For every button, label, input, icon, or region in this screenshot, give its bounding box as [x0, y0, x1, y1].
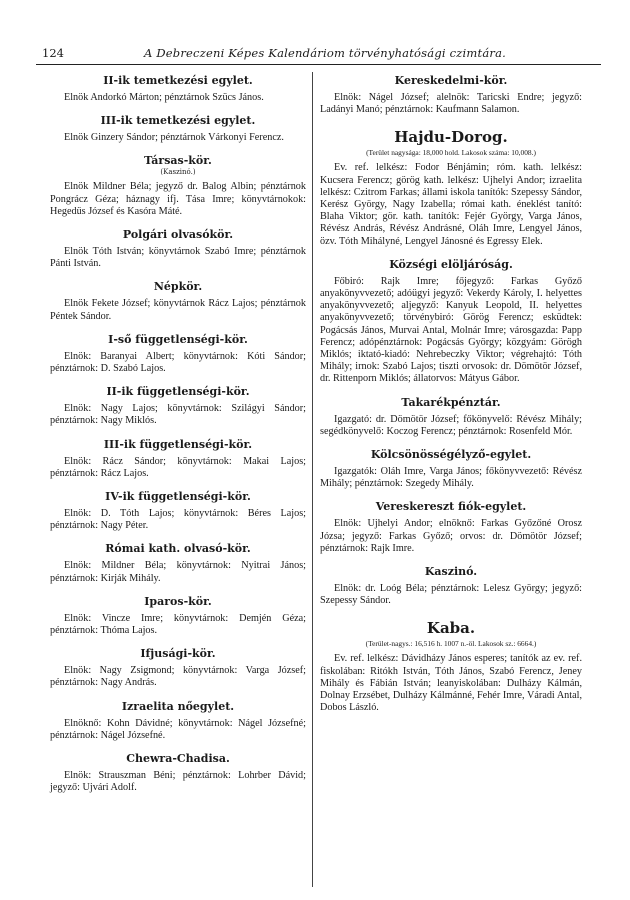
page-header — [36, 44, 601, 65]
section-heading: Kaszinó. — [424, 565, 478, 579]
section-text: Elnök: Strauszman Béni; pénztárnok: Lohrber Dávid; jegyző: Ujvári Adolf. — [50, 770, 306, 794]
section-heading: Társas-kör. — [144, 154, 212, 168]
left-column — [50, 74, 306, 794]
section-text: Elnöknő: Kohn Dávidné; könyvtárnok: Nágel Józsefné; pénztárnok: Nágel Józsefné. — [50, 717, 306, 741]
column-divider — [312, 72, 313, 887]
section-heading: II-ik függetlenségi-kör. — [106, 385, 250, 399]
section — [320, 448, 582, 490]
section — [50, 228, 306, 270]
section — [320, 74, 582, 116]
section-text: Elnök: Rácz Sándor; könyvtárnok: Makai Lajos; pénztárnok: Rácz Lajos. — [50, 455, 306, 479]
running-title: A Debreczeni Képes Kalendáriom törvényhatósági czimtára. — [144, 46, 507, 60]
section-heading: Kölcsönösségélyző-egylet. — [370, 448, 532, 462]
section-text: Elnök Andorkó Márton; pénztárnok Szücs János. — [64, 92, 264, 103]
section-heading: I-ső függetlenségi-kör. — [108, 332, 248, 346]
section-heading: Izraelita nőegylet. — [121, 699, 235, 713]
page-number: 124 — [42, 46, 64, 60]
section — [320, 500, 582, 555]
section — [50, 114, 306, 144]
town-section-hajdudorog — [320, 128, 582, 247]
section-text: Elnök: D. Tóth Lajos; könyvtárnok: Béres Lajos; pénztárnok: Nagy Péter. — [50, 508, 306, 532]
section-heading: Községi elöljáróság. — [389, 257, 513, 271]
section — [50, 74, 306, 104]
town-area: (Terület-nagys.: 16,516 h. 1007 n.-öl. Lakosok sz.: 6664.) — [365, 639, 537, 649]
section-heading: III-ik temetkezési egylet. — [100, 114, 256, 128]
section — [320, 258, 582, 386]
section — [50, 647, 306, 689]
section-text: Elnök: Nágel József; alelnök: Taricski Endre; jegyző: Ladányi Manó; pénztárnok: Kaufmann Salamon. — [320, 92, 582, 116]
section-heading: IV-ik függetlenségi-kör. — [105, 490, 251, 504]
section — [320, 396, 582, 438]
section-heading: Népkör. — [153, 280, 203, 294]
section — [50, 385, 306, 427]
section — [50, 333, 306, 375]
section-heading: Iparos-kör. — [144, 594, 212, 608]
section — [50, 490, 306, 532]
section-text: Elnök Ginzery Sándor; pénztárnok Várkonyi Ferencz. — [64, 132, 284, 144]
section-text: Elnök: Baranyai Albert; könyvtárnok: Kóti Sándor; pénztárnok: D. Szabó Lajos. — [50, 350, 306, 375]
section-text: Elnök: Vincze Imre; könyvtárnok: Demjén Géza; pénztárnok: Thóma Lajos. — [50, 612, 306, 637]
section-heading: Ifjusági-kör. — [140, 647, 216, 661]
section-heading: Polgári olvasókör. — [122, 228, 234, 242]
town-area: (Terület nagysága: 18,000 hold. Lakosok száma: 10,008.) — [366, 148, 536, 158]
section — [50, 438, 306, 480]
section-text: Főbiró: Rajk Imre; főjegyző: Farkas Győző anyakönyvvezető; adóügyi jegyző: Vekerdy Károly, I. helyettes anyakönyvvezető; aljegyző: Kanyuk Leopold, II. helyettes anyakönyvvezető; törvénybiró: Görög Ferencz; esküdtek: Pogácsás János, Murvai Antal, Molnár Imre; városgazda: Papp Ferencz; adópénztárnok: Pogácsás György; közgyám: Görögh Miklós; iktató-kiadó: Nehrebeczky Viktor; végrehajtó: Tóth Mihály; irnok: Szabó Lajos; tiszti orvosok: dr. Dömötör József, dr. Rittenporn Miklós; állatorvos: Mátyus Gábor. — [320, 275, 582, 385]
town-section-kaba — [320, 619, 582, 714]
section-heading: Takarékpénztár. — [401, 395, 501, 409]
section-heading: Római kath. olvasó-kör. — [105, 542, 251, 556]
section-text: Igazgató: dr. Dömötör József; főkönyvelő: Révész Mihály; segédkönyvelő: Koczog Ferencz; pénztárnok: Rosenfeld Mór. — [320, 413, 582, 437]
section — [50, 280, 306, 322]
section-heading: II-ik temetkezési egylet. — [103, 74, 253, 87]
town-title: Kaba. — [426, 619, 476, 638]
section-heading: Chewra-Chadisa. — [126, 752, 230, 766]
section-text: Elnök: Nagy Lajos; könyvtárnok: Szilágyi Sándor; pénztárnok: Nagy Miklós. — [50, 403, 306, 427]
section-text: Ev. ref. lelkész: Fodor Bénjámin; róm. kath. lelkész: Kucsera Ferencz; görög kath. lelkész: Ujhelyi Andor; izraelita lelkész: Czitrom Farkas; állami iskola tanítók: Szepessy Sándor, Kerész György, Nagy Izabella; római kath. éneklést tanító: Blaha Viktor; gör. kath. tanítók: Fejér György, Varga János, Révész András, Révész Andrásné, Oláh Imre, Lengyel János, özv. Tóth Mihályné, Lengyel Jánosné és Egressy Elek. — [320, 162, 582, 247]
town-title: Hajdu-Dorog. — [394, 128, 508, 147]
section-heading: Kereskedelmi-kör. — [394, 74, 508, 87]
right-column — [320, 74, 582, 715]
section-subheading: (Kaszinó.) — [160, 168, 196, 177]
section-text: Elnök: Ujhelyi Andor; elnöknő: Farkas Győzőné Orosz Józsa; jegyző: Farkas Győző; orvos: dr. Dömötör József; pénztárnok: Rajk Imre. — [320, 518, 582, 554]
section-heading: III-ik függetlenségi-kör. — [103, 437, 253, 451]
section — [320, 565, 582, 607]
section — [50, 542, 306, 584]
section-text: Igazgatók: Oláh Imre, Varga János; főkönyvvezető: Révész Mihály; pénztárnok: Szegedy Mihály. — [320, 466, 582, 490]
section-text: Elnök Fekete József; könyvtárnok Rácz Lajos; pénztárnok Péntek Sándor. — [50, 298, 306, 322]
section-text: Elnök: Mildner Béla; könyvtárnok: Nyitrai János; pénztárnok: Kirják Mihály. — [50, 560, 306, 584]
section-text: Elnök: dr. Loóg Béla; pénztárnok: Lelesz György; jegyző: Szepessy Sándor. — [320, 583, 582, 607]
section-text: Elnök Tóth István; könyvtárnok Szabó Imre; pénztárnok Pánti István. — [50, 246, 306, 270]
section-heading: Vereskereszt fiók-egylet. — [375, 500, 527, 514]
section-text: Ev. ref. lelkész: Dávidházy János esperes; tanítók az ev. ref. fiskolában: Ritókh István, Tóth János, Szabó Ferencz, Jeney Mihály és Fábián István; leanyiskolában: Dulházy Kálmán, Dolnay Erzsébet, Dulházy Kálmánné, Fehér Imre, Váradi Antal, Dobos László. — [320, 653, 582, 714]
section — [50, 595, 306, 637]
section-text: Elnök Mildner Béla; jegyző dr. Balog Albin; pénztárnok Pongrácz Géza; háznagy ifj. Tása Imre; könyvtárnokok: Hegedüs József és Kasóra Máté. — [50, 181, 306, 217]
section-text: Elnök: Nagy Zsigmond; könyvtárnok: Varga József; pénztárnok: Nagy András. — [50, 665, 306, 689]
section — [50, 154, 306, 218]
section — [50, 752, 306, 794]
section — [50, 700, 306, 742]
